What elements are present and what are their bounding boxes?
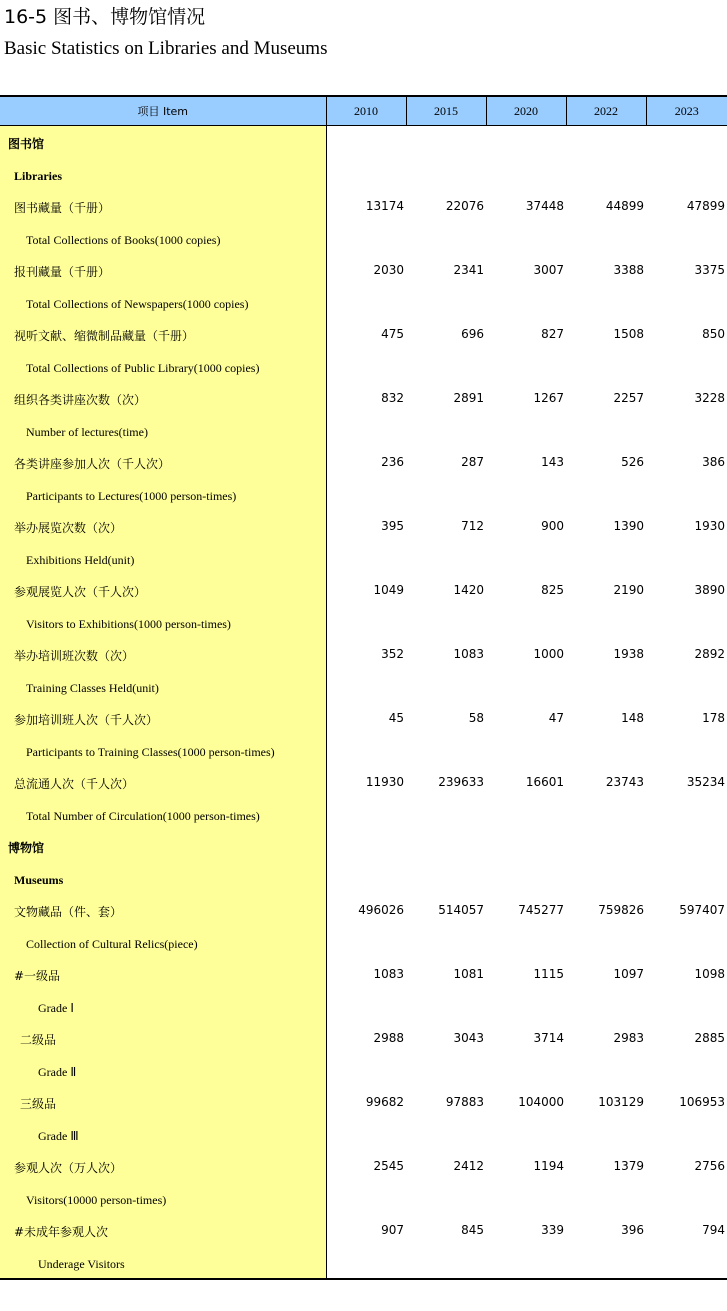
page-title-cn: 16-5 图书、博物馆情况 — [4, 6, 206, 28]
table-row — [0, 446, 727, 478]
cell-value: 287 — [461, 455, 484, 469]
table-header — [0, 96, 727, 126]
row-label-en: Total Collections of Newspapers(1000 copies) — [26, 296, 249, 311]
header-item: 项目 Item — [0, 96, 326, 126]
row-label-en: Participants to Lectures(1000 person-times) — [26, 488, 237, 503]
cell-value: 58 — [468, 711, 484, 725]
cell-value: 1097 — [613, 967, 644, 981]
cell-value: 2341 — [453, 263, 484, 277]
table-row — [0, 478, 727, 510]
row-label-en: Training Classes Held(unit) — [26, 680, 159, 695]
row-label-en: Collection of Cultural Relics(piece) — [26, 936, 198, 951]
cell-value: 106953 — [679, 1095, 725, 1109]
row-label-en: Number of lectures(time) — [26, 424, 148, 439]
row-label-en: Grade Ⅰ — [38, 1000, 74, 1015]
row-label: 二级品 — [20, 1032, 57, 1047]
table-row — [0, 318, 727, 350]
cell-value: 236 — [381, 455, 404, 469]
cell-value: 1081 — [453, 967, 484, 981]
table-row — [0, 190, 727, 222]
cell-value: 1000 — [533, 647, 564, 661]
cell-value: 3043 — [453, 1031, 484, 1045]
cell-value: 3388 — [613, 263, 644, 277]
row-label-en: Grade Ⅲ — [38, 1128, 79, 1143]
row-label-en: Visitors to Exhibitions(1000 person-times) — [26, 616, 231, 631]
cell-value: 2756 — [694, 1159, 725, 1173]
row-label: 各类讲座参加人次（千人次） — [14, 456, 171, 471]
cell-value: 1379 — [613, 1159, 644, 1173]
cell-value: 696 — [461, 327, 484, 341]
cell-value: 99682 — [365, 1095, 404, 1109]
cell-value: 2892 — [694, 647, 725, 661]
table-row — [0, 830, 727, 862]
cell-value: 2190 — [613, 583, 644, 597]
cell-value: 239633 — [438, 775, 484, 789]
section-title-museums-cn: 博物馆 — [8, 840, 45, 855]
table-row — [0, 254, 727, 286]
row-label: #一级品 — [14, 968, 61, 983]
section-title-libraries-en: Libraries — [14, 168, 62, 183]
row-label-en: Exhibitions Held(unit) — [26, 552, 135, 567]
cell-value: 3007 — [533, 263, 564, 277]
cell-value: 2885 — [694, 1031, 725, 1045]
cell-value: 1194 — [533, 1159, 564, 1173]
table-row — [0, 670, 727, 702]
cell-value: 3714 — [533, 1031, 564, 1045]
cell-value: 47 — [548, 711, 564, 725]
cell-value: 1115 — [533, 967, 564, 981]
cell-value: 745277 — [518, 903, 564, 917]
cell-value: 1508 — [613, 327, 644, 341]
cell-value: 827 — [541, 327, 564, 341]
cell-value: 2988 — [373, 1031, 404, 1045]
table-row — [0, 990, 727, 1022]
table-row — [0, 766, 727, 798]
row-label: 参观展览人次（千人次） — [14, 584, 147, 599]
cell-value: 47899 — [686, 199, 725, 213]
row-label: 参加培训班人次（千人次） — [14, 712, 159, 727]
table-row — [0, 574, 727, 606]
table-row — [0, 1118, 727, 1150]
cell-value: 514057 — [438, 903, 484, 917]
cell-value: 103129 — [598, 1095, 644, 1109]
cell-value: 794 — [702, 1223, 725, 1237]
cell-value: 37448 — [525, 199, 564, 213]
cell-value: 759826 — [598, 903, 644, 917]
cell-value: 386 — [702, 455, 725, 469]
cell-value: 597407 — [679, 903, 725, 917]
cell-value: 16601 — [525, 775, 564, 789]
table-row — [0, 222, 727, 254]
table-row — [0, 798, 727, 830]
table-row — [0, 1054, 727, 1086]
row-label: 三级品 — [20, 1096, 57, 1111]
cell-value: 496026 — [358, 903, 404, 917]
cell-value: 900 — [541, 519, 564, 533]
cell-value: 2983 — [613, 1031, 644, 1045]
row-label: 报刊藏量（千册） — [14, 264, 111, 279]
cell-value: 712 — [461, 519, 484, 533]
cell-value: 11930 — [365, 775, 404, 789]
cell-value: 1420 — [453, 583, 484, 597]
cell-value: 2545 — [373, 1159, 404, 1173]
table-row — [0, 382, 727, 414]
table-row — [0, 1086, 727, 1118]
cell-value: 396 — [621, 1223, 644, 1237]
row-label: 举办培训班次数（次） — [14, 648, 135, 663]
table-row — [0, 414, 727, 446]
table-row — [0, 638, 727, 670]
row-label-en: Total Collections of Books(1000 copies) — [26, 232, 221, 247]
table-row — [0, 734, 727, 766]
table-row — [0, 1022, 727, 1054]
cell-value: 178 — [702, 711, 725, 725]
cell-value: 143 — [541, 455, 564, 469]
cell-value: 1267 — [533, 391, 564, 405]
table-row — [0, 1182, 727, 1214]
cell-value: 22076 — [445, 199, 484, 213]
row-label-en: Participants to Training Classes(1000 person-times) — [26, 744, 275, 759]
cell-value: 104000 — [518, 1095, 564, 1109]
table-row — [0, 542, 727, 574]
row-label: 视听文献、缩微制品藏量（千册） — [14, 328, 195, 343]
header-year-2022: 2022 — [566, 96, 646, 126]
row-label: 组织各类讲座次数（次） — [14, 392, 147, 407]
statistics-table — [0, 95, 727, 1280]
cell-value: 148 — [621, 711, 644, 725]
cell-value: 2257 — [613, 391, 644, 405]
cell-value: 907 — [381, 1223, 404, 1237]
row-label: #未成年参观人次 — [14, 1224, 109, 1239]
cell-value: 850 — [702, 327, 725, 341]
cell-value: 23743 — [605, 775, 644, 789]
table-row — [0, 158, 727, 190]
row-label: 图书藏量（千册） — [14, 200, 111, 215]
row-label: 举办展览次数（次） — [14, 520, 123, 535]
table-row — [0, 1246, 727, 1279]
table-row — [0, 862, 727, 894]
row-label-en: Grade Ⅱ — [38, 1064, 77, 1079]
cell-value: 832 — [381, 391, 404, 405]
row-label-en: Total Collections of Public Library(1000 copies) — [26, 360, 260, 375]
cell-value: 352 — [381, 647, 404, 661]
row-label: 参观人次（万人次） — [14, 1160, 123, 1175]
cell-value: 2412 — [453, 1159, 484, 1173]
section-title-libraries-cn: 图书馆 — [8, 136, 45, 151]
page-title-en: Basic Statistics on Libraries and Museums — [4, 38, 328, 59]
table-row — [0, 286, 727, 318]
cell-value: 1930 — [694, 519, 725, 533]
cell-value: 2891 — [453, 391, 484, 405]
cell-value: 475 — [381, 327, 404, 341]
cell-value: 1938 — [613, 647, 644, 661]
row-label-en: Total Number of Circulation(1000 person-times) — [26, 808, 260, 823]
cell-value: 3228 — [694, 391, 725, 405]
cell-value: 13174 — [365, 199, 404, 213]
table-row — [0, 350, 727, 382]
table-row — [0, 606, 727, 638]
table-row — [0, 1150, 727, 1182]
cell-value: 825 — [541, 583, 564, 597]
table-row — [0, 958, 727, 990]
table-row — [0, 1214, 727, 1246]
table-row — [0, 894, 727, 926]
table-row — [0, 702, 727, 734]
cell-value: 45 — [388, 711, 404, 725]
row-label-en: Underage Visitors — [38, 1256, 125, 1271]
cell-value: 395 — [381, 519, 404, 533]
cell-value: 2030 — [373, 263, 404, 277]
section-title-museums-en: Museums — [14, 872, 64, 887]
cell-value: 339 — [541, 1223, 564, 1237]
cell-value: 97883 — [445, 1095, 484, 1109]
cell-value: 526 — [621, 455, 644, 469]
cell-value: 44899 — [605, 199, 644, 213]
cell-value: 35234 — [686, 775, 725, 789]
row-label: 文物藏品（件、套） — [14, 904, 123, 919]
header-year-2023: 2023 — [646, 96, 727, 126]
cell-value: 3890 — [694, 583, 725, 597]
table-row — [0, 126, 727, 159]
header-year-2015: 2015 — [406, 96, 486, 126]
cell-value: 1098 — [694, 967, 725, 981]
table-row — [0, 926, 727, 958]
cell-value: 1083 — [373, 967, 404, 981]
header-year-2010: 2010 — [326, 96, 406, 126]
table-row — [0, 510, 727, 542]
cell-value: 845 — [461, 1223, 484, 1237]
cell-value: 1390 — [613, 519, 644, 533]
row-label-en: Visitors(10000 person-times) — [26, 1192, 167, 1207]
cell-value: 1049 — [373, 583, 404, 597]
cell-value: 3375 — [694, 263, 725, 277]
row-label: 总流通人次（千人次） — [14, 776, 135, 791]
cell-value: 1083 — [453, 647, 484, 661]
table-body — [0, 126, 727, 1280]
header-year-2020: 2020 — [486, 96, 566, 126]
